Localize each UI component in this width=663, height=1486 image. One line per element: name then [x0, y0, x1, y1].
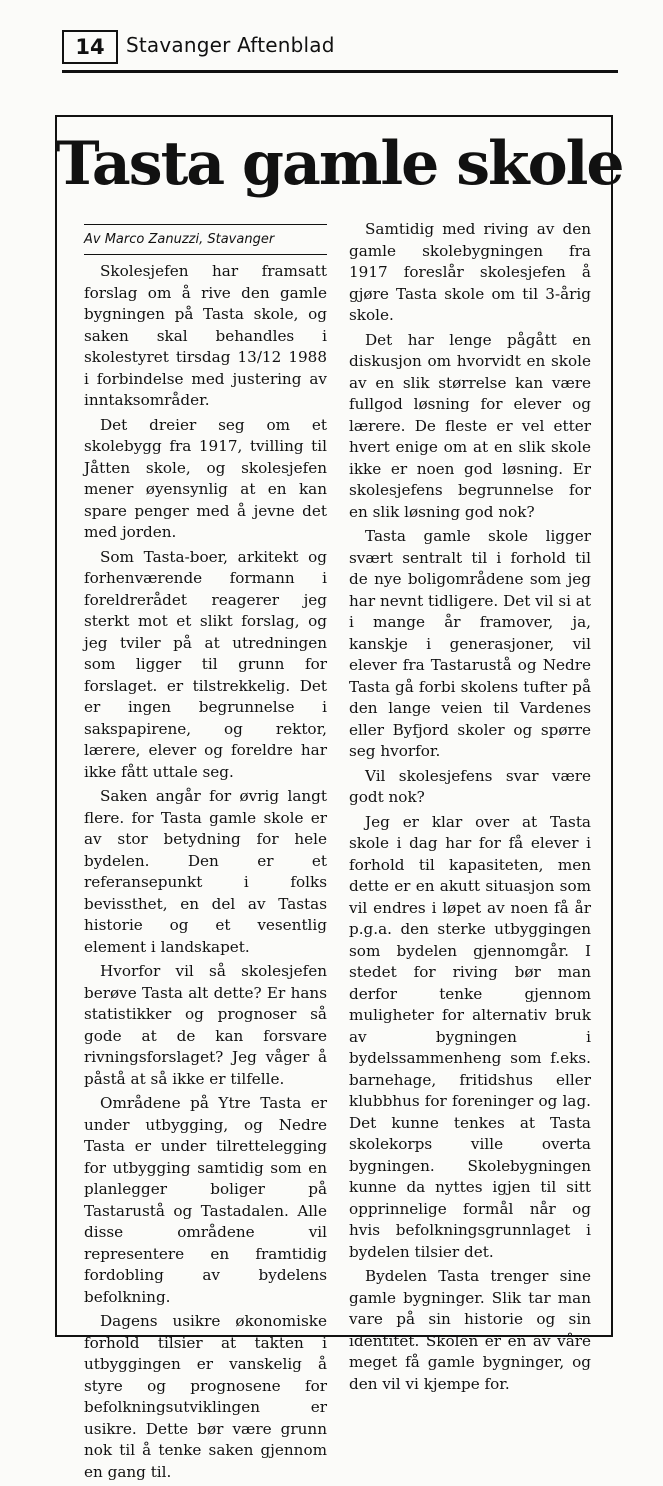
- paragraph: Det dreier seg om et skolebygg fra 1917, tvilling til Jåtten skole, og skolesjefen mener øyensynlig at en kan spare penger med å jevne det med jorden.: [84, 415, 327, 541]
- paragraph: Det har lenge pågått en diskusjon om hvorvidt en skole av en slik størrelse kan være fullgod løsning for elever og lærere. De fleste er vel etter hvert enige om at en slik skole ikke er noen god løsning. Er skolesjefens begrunnelse for en slik løsning god nok?: [349, 330, 591, 521]
- paragraph: Som Tasta-boer, arkitekt og forhenværende formann i foreldrerådet reagerer jeg sterkt mot et slikt forslag, og jeg tviler på at utredningen som ligger til grunn for forslaget. er tilstrekkelig. Det er ingen begrunnelse i sakspapirene, og rektor, lærere, elever og foreldre har ikke fått uttale seg.: [84, 547, 327, 781]
- byline-top-rule: [84, 224, 327, 225]
- right-column: [349, 219, 591, 1398]
- page-number: 14: [62, 30, 118, 64]
- paragraph: Vil skolesjefens svar være godt nok?: [349, 766, 591, 806]
- paragraph: Hvorfor vil så skolesjefen berøve Tasta alt dette? Er hans statistikker og prognoser så gode at de kan forsvare rivningsforslaget? Jeg våger å påstå at så ikke er tilfelle.: [84, 962, 327, 1088]
- paragraph: Dagens usikre økonomiske forhold tilsier at takten i utbyggingen er vanskelig å styre og prognosene for befolkningsutviklingen er usikre. Dette bør være grunn nok til å tenke saken gjennom en gang til.: [84, 1312, 327, 1481]
- left-column: [84, 224, 327, 1486]
- headline: Tasta gamle skole: [55, 129, 623, 199]
- page-header: [62, 30, 618, 72]
- header-rule: [62, 70, 618, 73]
- paragraph: Skolesjefen har framsatt forslag om å rive den gamle bygningen på Tasta skole, og saken skal behandles i skolestyret tirsdag 13/12 1988 i forbindelse med justering av inntaksområder.: [84, 262, 327, 409]
- paragraph: Saken angår for øvrig langt flere. for Tasta gamle skole er av stor betydning for hele bydelen. Den er et referansepunkt i folks bevissthet, en del av Tastas historie og et vesentlig element i landskapet.: [84, 787, 327, 956]
- paragraph: Tasta gamle skole ligger svært sentralt til i forhold til de nye boligområdene som jeg har nevnt tidligere. Det vil si at i mange år framover, ja, kanskje i generasjoner, vil elever fra Tastarustå og Nedre Tasta gå forbi skolens tufter på den lange veien til Vardenes eller Byfjord skoler og spørre seg hvorfor.: [349, 527, 591, 760]
- byline: Av Marco Zanuzzi, Stavanger: [84, 231, 327, 255]
- paragraph: Samtidig med riving av den gamle skolebygningen fra 1917 foreslår skolesjefen å gjøre Tasta skole om til 3-årig skole.: [349, 220, 591, 324]
- paragraph: Bydelen Tasta trenger sine gamle bygninger. Slik tar man vare på sin historie og sin identitet. Skolen er en av våre meget få gamle bygninger, og den vil vi kjempe for.: [349, 1267, 591, 1393]
- newspaper-name: Stavanger Aftenblad: [126, 33, 335, 57]
- paragraph: Områdene på Ytre Tasta er under utbygging, og Nedre Tasta er under tilrettelegging for utbygging samtidig som en planlegger boliger på Tastarustå og Tastadalen. Alle disse områdene vil representere en framtidig fordobling av bydelens befolkning.: [84, 1094, 327, 1306]
- paragraph: Jeg er klar over at Tasta skole i dag har for få elever i forhold til kapasiteten, men dette er en akutt situasjon som vil endres i løpet av noen få år p.g.a. den sterke utbyggingen som bydelen gjennomgår. I stedet for riving bør man derfor tenke gjennom muligheter for alternativ bruk av bygningen i bydelssammenheng som f.eks. barnehage, fritidshus eller klubbhus for foreninger og lag. Det kunne tenkes at Tasta skolekorps ville overta bygningen. Skolebygningen kunne da nyttes igjen til sitt opprinnelige formål når og hvis befolkningsgrunnlaget i bydelen tilsier det.: [349, 812, 591, 1261]
